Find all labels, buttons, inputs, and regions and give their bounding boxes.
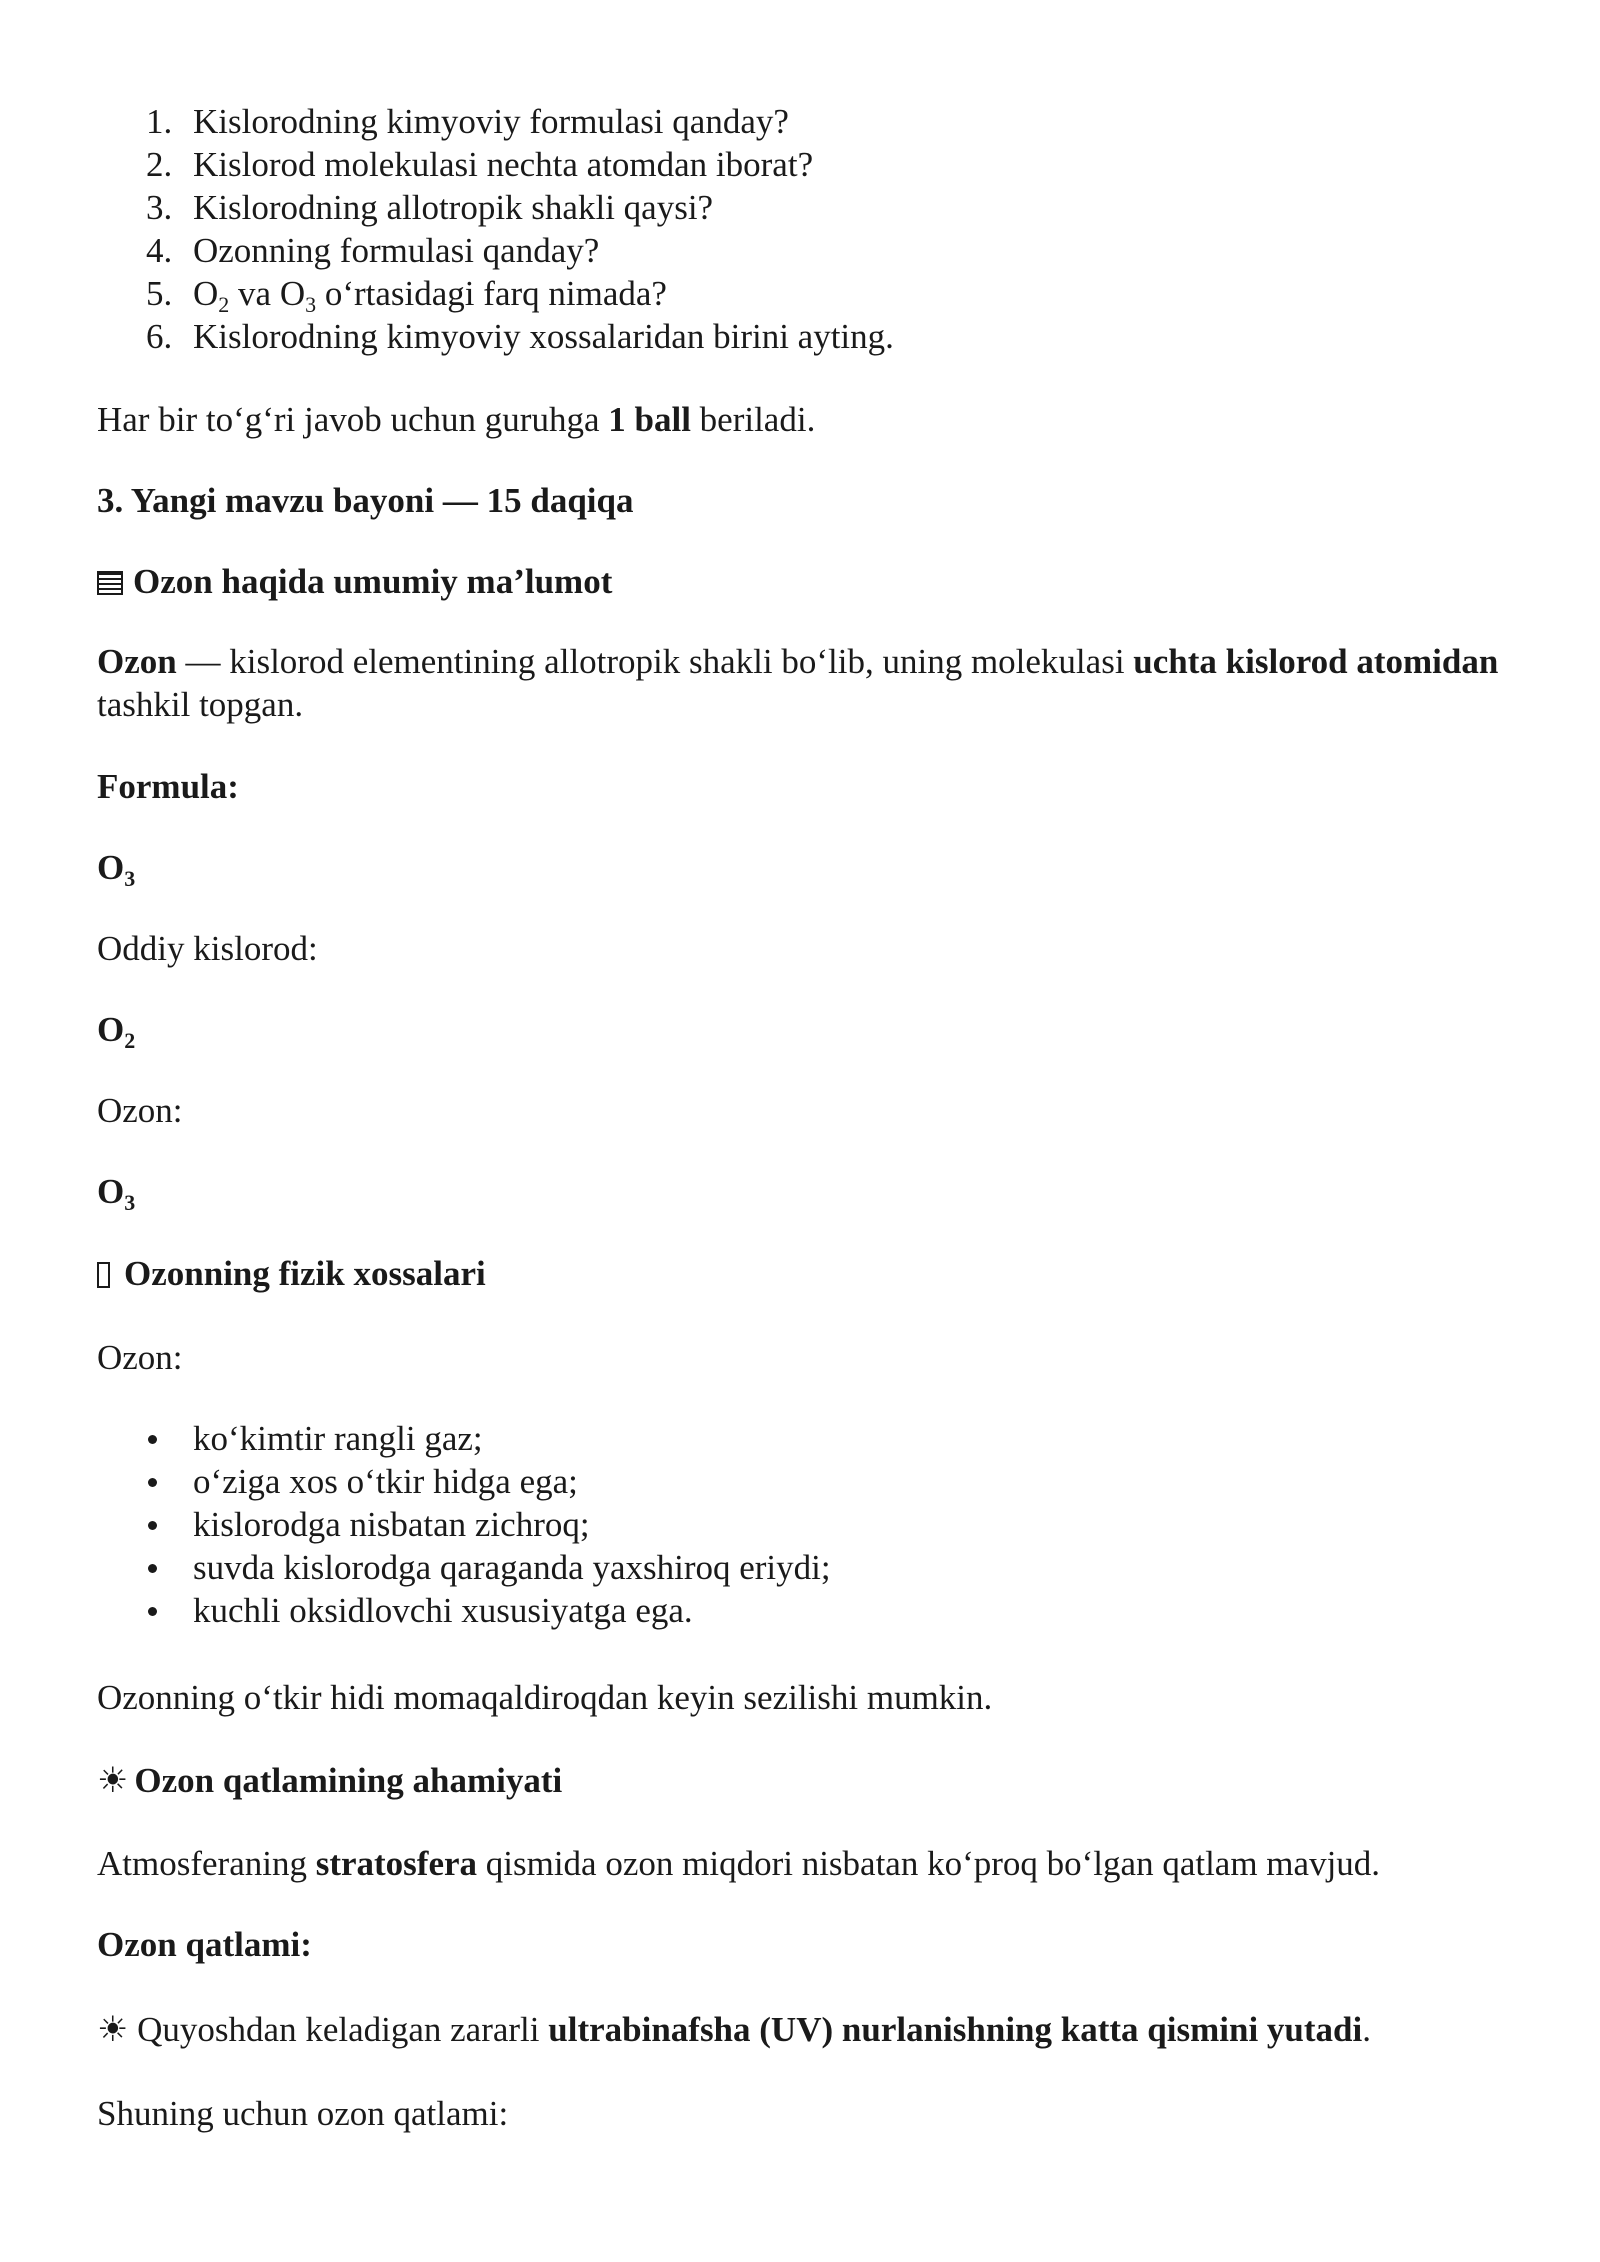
list-item: ko‘kimtir rangli gaz; <box>97 1417 831 1460</box>
bullet <box>148 1435 157 1444</box>
missing-glyph-icon <box>97 1262 110 1288</box>
list-item: 2. Kislorod molekulasi nechta atomdan iborat? <box>146 145 814 184</box>
ledger-icon <box>97 571 123 595</box>
list-item: 3. Kislorodning allotropik shakli qaysi? <box>146 188 714 227</box>
smell-note: Ozonning o‘tkir hidi momaqaldiroqdan keyin sezilishi mumkin. <box>97 1678 993 1717</box>
ozon-label-2: Ozon: <box>97 1338 183 1377</box>
bullet <box>148 1564 157 1573</box>
ozon-label: Ozon: <box>97 1091 183 1130</box>
bullet <box>148 1521 157 1530</box>
physical-properties-heading: Ozonning fizik xossalari <box>97 1252 1517 1295</box>
section-heading: 3. Yangi mavzu bayoni — 15 daqiqa <box>97 481 634 520</box>
formula-label: Formula: <box>97 767 239 806</box>
formula-o3-second: $O_3$ <box>97 1172 136 1215</box>
uv-paragraph: ☀ Quyoshdan keladigan zararli ultrabinafsha (UV) nurlanishning katta qismini yutadi. <box>97 2010 1371 2049</box>
therefore-paragraph: Shuning uchun ozon qatlami: <box>97 2094 509 2133</box>
bullet <box>148 1607 157 1616</box>
formula-o2: $O_2$ <box>97 1010 136 1053</box>
questions-list <box>97 100 894 358</box>
ozone-layer-heading: ☀ Ozon qatlamining ahamiyati <box>97 1761 563 1800</box>
stratosphere-paragraph: Atmosferaning stratosfera qismida ozon miqdori nisbatan ko‘proq bo‘lgan qatlam mavjud. <box>97 1844 1381 1883</box>
list-item: 4. Ozonning formulasi qanday? <box>146 231 600 270</box>
ozone-layer-label: Ozon qatlami: <box>97 1925 312 1964</box>
ozone-definition: Ozon — kislorod elementining allotropik shakli bo‘lib, uning molekulasi uchta kislorod atomidan tashkil topgan. <box>97 642 1499 724</box>
general-info-heading: Ozon haqida umumiy ma’lumot <box>97 560 1517 603</box>
sun-icon: ☀ <box>97 1761 129 1800</box>
properties-list <box>97 1417 831 1632</box>
list-item: 1. Kislorodning kimyoviy formulasi qanday? <box>146 102 789 141</box>
sun-icon: ☀ <box>97 2010 129 2049</box>
list-item: 5. $O_2$ va $O_3$ o‘rtasidagi farq nimada? <box>146 274 667 317</box>
list-item: suvda kislorodga qaraganda yaxshiroq eriydi; <box>97 1546 831 1589</box>
list-item: kislorodga nisbatan zichroq; <box>97 1503 831 1546</box>
oddiy-kislorod-label: Oddiy kislorod: <box>97 929 318 968</box>
formula-o3: $O_3$ <box>97 848 136 891</box>
list-item: o‘ziga xos o‘tkir hidga ega; <box>97 1460 831 1503</box>
list-item: 6. Kislorodning kimyoviy xossalaridan birini ayting. <box>146 317 894 356</box>
scoring-paragraph: Har bir to‘g‘ri javob uchun guruhga 1 ball beriladi. <box>97 400 816 439</box>
bullet <box>148 1478 157 1487</box>
list-item: kuchli oksidlovchi xususiyatga ega. <box>97 1589 831 1632</box>
